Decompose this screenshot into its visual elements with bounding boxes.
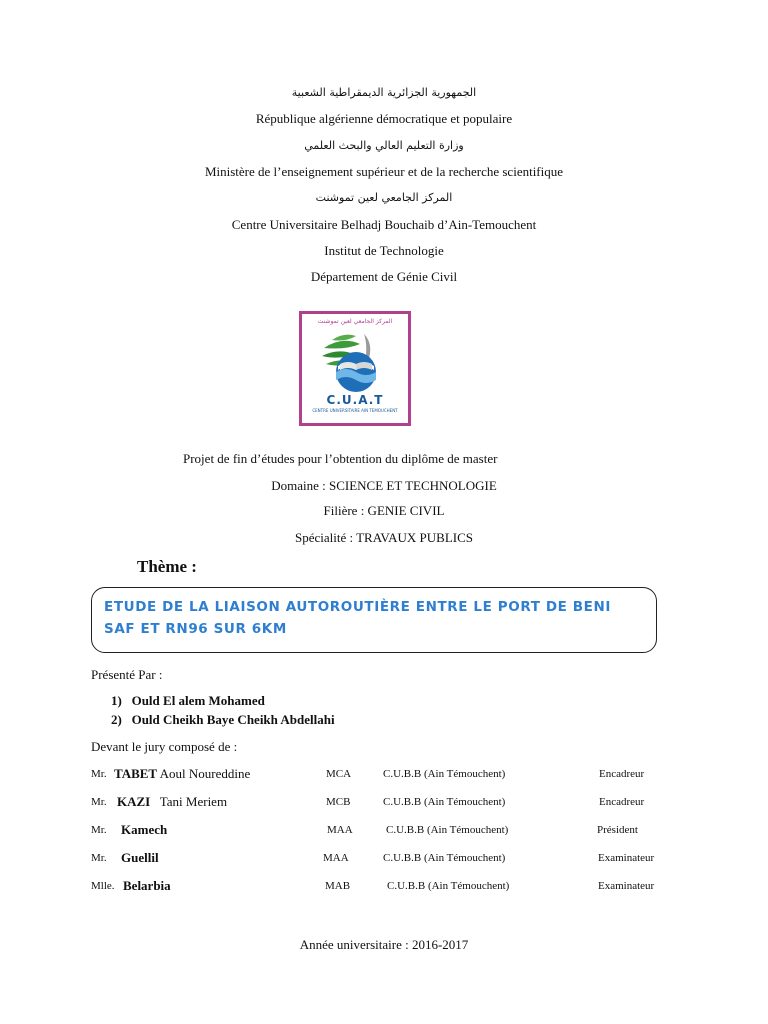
university-logo	[299, 311, 411, 426]
student-number: 1)	[111, 693, 122, 708]
jury-institution: C.U.B.B (Ain Témouchent)	[387, 880, 510, 892]
jury-name	[121, 822, 167, 838]
jury-role: Encadreur	[599, 796, 645, 808]
jury-name	[123, 878, 171, 894]
jury-member-row	[0, 851, 768, 869]
department-title: Département de Génie Civil	[310, 269, 458, 284]
arabic-republic-title: الجمهورية الجزائرية الديمقراطية الشعبية	[291, 86, 477, 99]
project-field: Filière : GENIE CIVIL	[323, 503, 445, 518]
jury-firstname: Aoul Noureddine	[159, 766, 251, 781]
republic-title: République algérienne démocratique et populaire	[255, 111, 513, 126]
jury-institution: C.U.B.B (Ain Témouchent)	[386, 824, 509, 836]
logo-acronym: C.U.A.T	[326, 393, 384, 407]
jury-role: Encadreur	[599, 768, 645, 780]
centre-title: Centre Universitaire Belhadj Bouchaib d’Ain-Temouchent	[231, 217, 537, 232]
jury-name	[114, 766, 250, 782]
ministry-title: Ministère de l’enseignement supérieur et de la recherche scientifique	[204, 164, 564, 179]
jury-title: Mr.	[91, 852, 107, 864]
student-number: 2)	[111, 712, 122, 727]
jury-grade: MAA	[323, 852, 349, 864]
jury-member-row	[0, 823, 768, 841]
theme-label: Thème :	[137, 557, 197, 576]
jury-surname: Guellil	[121, 850, 159, 865]
jury-title: Mr.	[91, 824, 107, 836]
theme-title-line-2: SAF ET RN96 SUR 6KM	[104, 621, 287, 637]
student-2	[111, 712, 335, 728]
jury-institution: C.U.B.B (Ain Témouchent)	[383, 768, 506, 780]
logo-arabic-title: المركز الجامعي لعين تموشنت	[317, 318, 393, 325]
jury-grade: MAA	[327, 824, 353, 836]
jury-title: Mr.	[91, 768, 107, 780]
jury-institution: C.U.B.B (Ain Témouchent)	[383, 852, 506, 864]
project-purpose: Projet de fin d’études pour l’obtention du diplôme de master	[183, 451, 498, 466]
jury-surname: KAZI	[117, 794, 151, 809]
academic-year: Année universitaire : 2016-2017	[299, 937, 469, 952]
student-name: Ould El alem Mohamed	[131, 693, 265, 708]
jury-title: Mr.	[91, 796, 107, 808]
arabic-centre-title: المركز الجامعي لعين تموشنت	[315, 191, 453, 204]
jury-member-row	[0, 795, 768, 813]
jury-name	[117, 794, 227, 810]
jury-member-row	[0, 767, 768, 785]
jury-role: Président	[597, 824, 638, 836]
jury-member-row	[0, 879, 768, 897]
jury-role: Examinateur	[598, 880, 655, 892]
jury-label: Devant le jury composé de :	[91, 739, 238, 754]
jury-surname: Kamech	[121, 822, 168, 837]
jury-surname: TABET	[114, 766, 158, 781]
jury-grade: MCB	[326, 796, 351, 808]
project-speciality: Spécialité : TRAVAUX PUBLICS	[294, 530, 474, 545]
logo-subtitle: CENTRE UNIVERSITAIRE AIN TEMOUCHENT	[312, 408, 398, 413]
jury-grade: MAB	[325, 880, 351, 892]
jury-role: Examinateur	[598, 852, 655, 864]
jury-firstname: Tani Meriem	[159, 794, 228, 809]
project-domain: Domaine : SCIENCE ET TECHNOLOGIE	[271, 478, 497, 493]
student-1	[111, 693, 265, 709]
student-name: Ould Cheikh Baye Cheikh Abdellahi	[131, 712, 335, 727]
institute-title: Institut de Technologie	[324, 243, 444, 258]
arabic-ministry-title: وزارة التعليم العالي والبحث العلمي	[304, 139, 464, 152]
theme-box	[91, 587, 657, 653]
jury-surname: Belarbia	[123, 878, 171, 893]
jury-grade: MCA	[326, 768, 352, 780]
jury-name	[121, 850, 159, 866]
presented-by-label: Présenté Par :	[91, 667, 163, 682]
jury-institution: C.U.B.B (Ain Témouchent)	[383, 796, 506, 808]
theme-title-line-1: ETUDE DE LA LIAISON AUTOROUTIÈRE ENTRE LE PORT DE BENI	[104, 599, 611, 615]
jury-title: Mlle.	[91, 880, 115, 892]
